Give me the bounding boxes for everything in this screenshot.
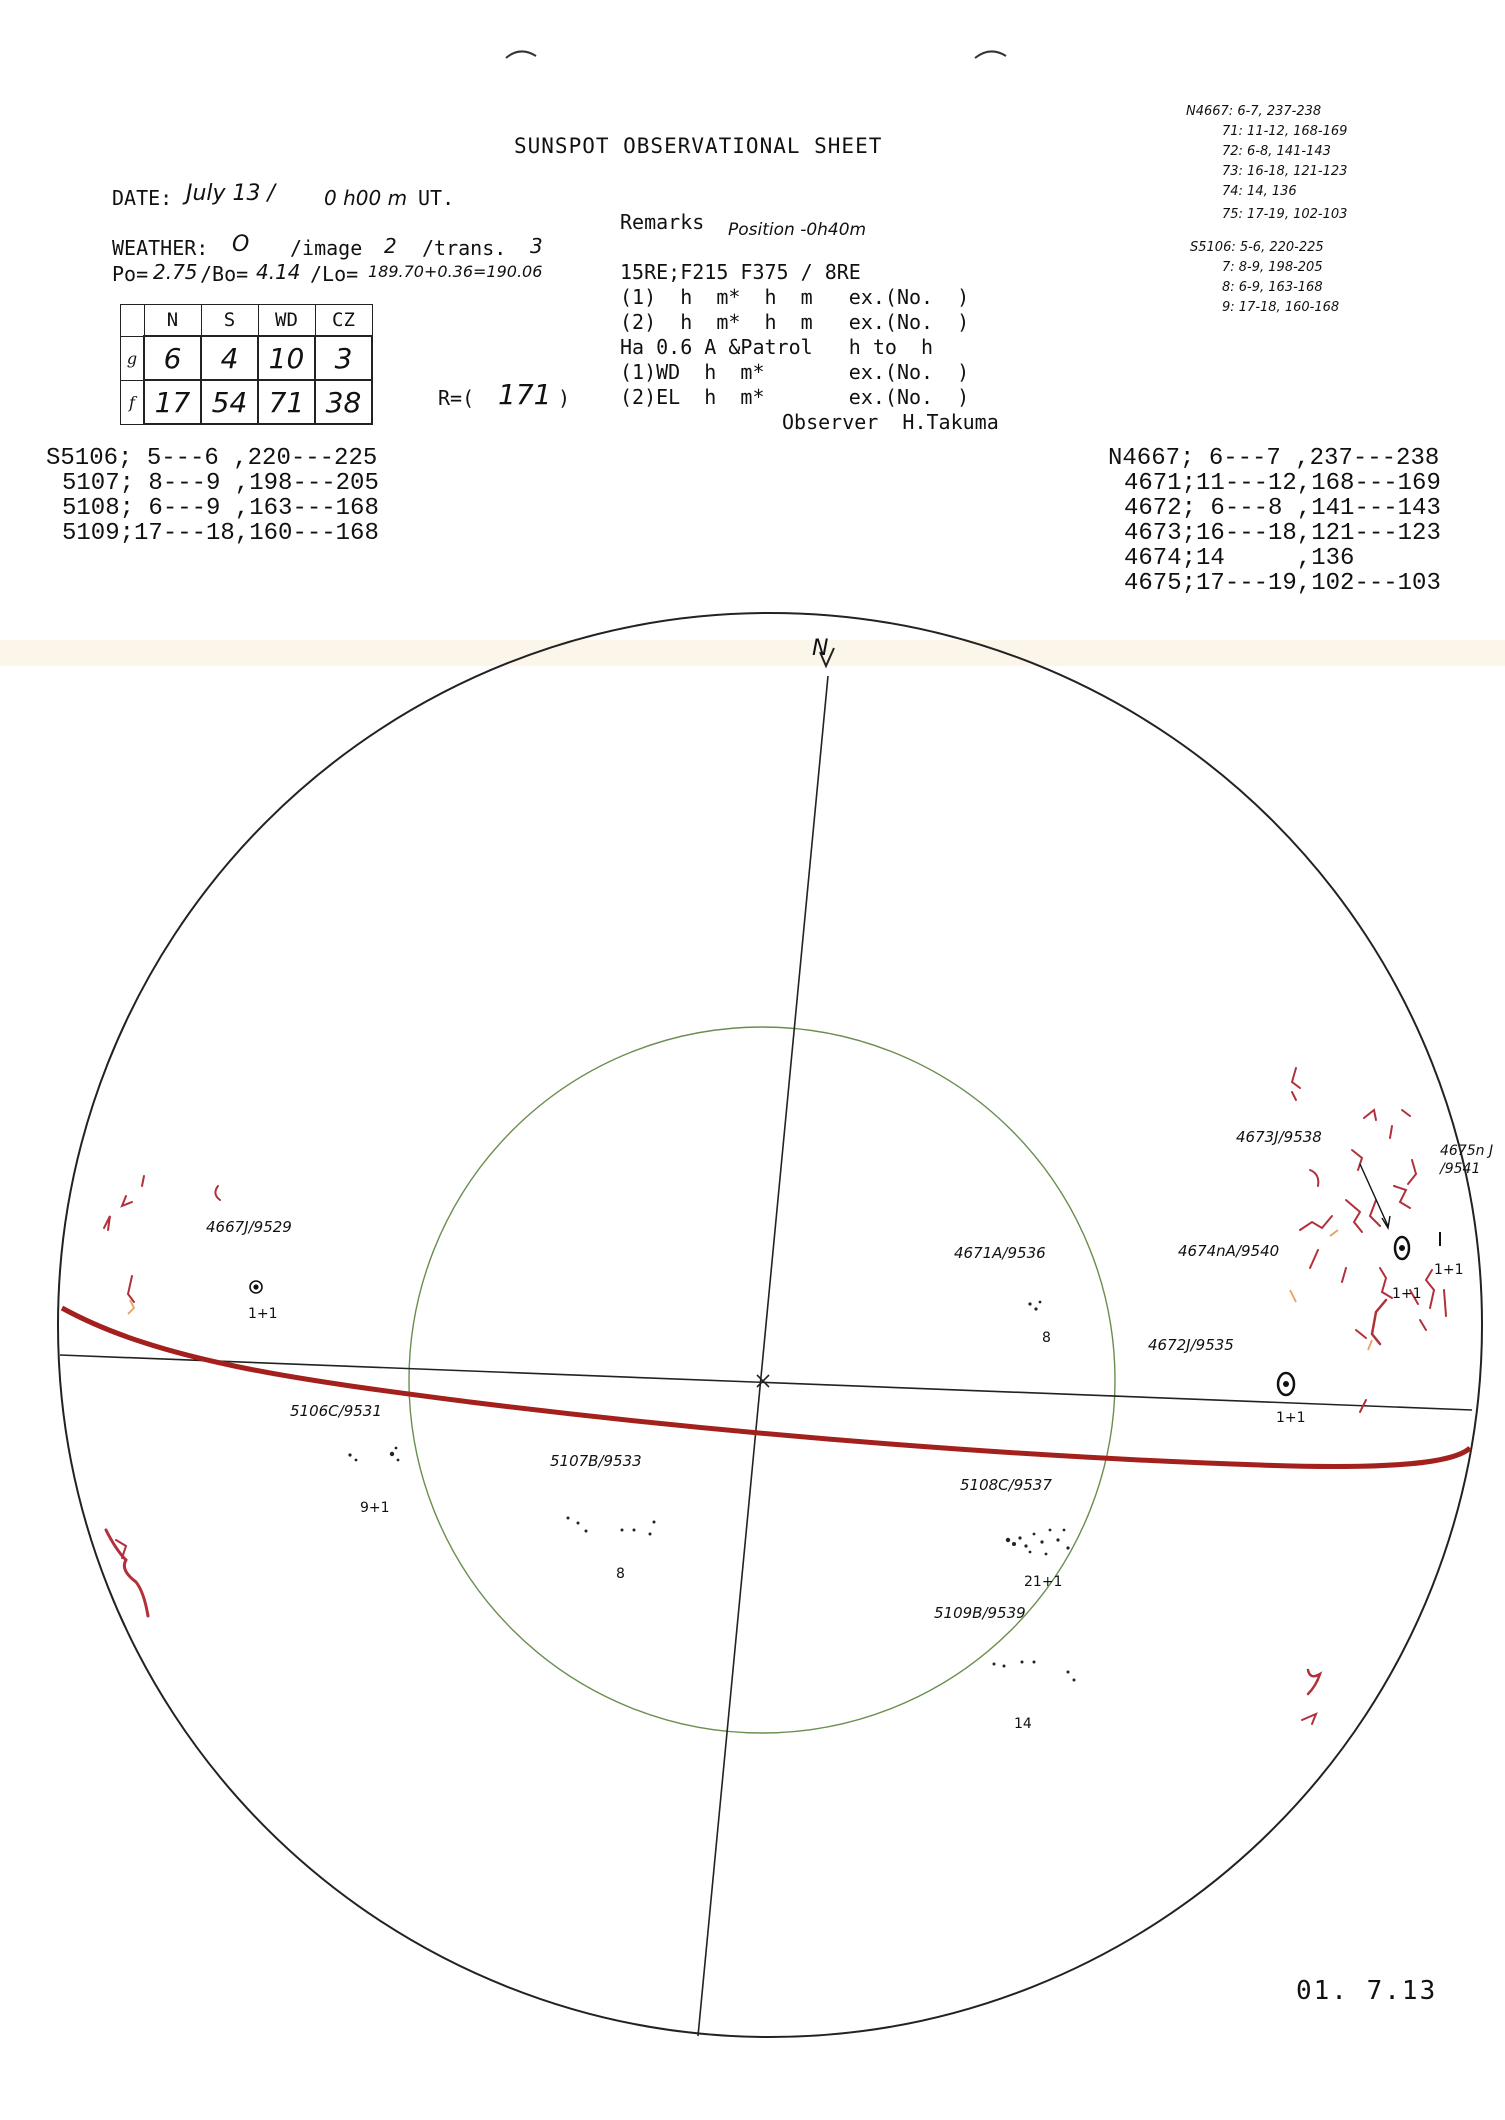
note-5109: 9: 17-18, 160-168 — [1222, 300, 1340, 315]
sheet-title: SUNSPOT OBSERVATIONAL SHEET — [514, 134, 883, 158]
count-4674: 1+1 — [1392, 1286, 1422, 1302]
solar-disk-limb — [58, 613, 1482, 2037]
label-4672: 4672J/9535 — [1148, 1336, 1234, 1354]
count-5106: 9+1 — [360, 1500, 390, 1516]
remarks-line-6: (2)EL h m* ex.(No. ) — [620, 385, 970, 409]
image-label: /image — [290, 236, 363, 260]
remarks-line-3: (2) h m* h m ex.(No. ) — [620, 310, 970, 334]
note-5107: 7: 8-9, 198-205 — [1222, 260, 1323, 275]
bo-label: /Bo= — [200, 262, 249, 286]
remarks-handwritten: Position -0h40m — [728, 220, 867, 240]
binder-mark-left — [506, 51, 536, 58]
g-s: 4 — [201, 336, 258, 380]
north-group-4671: 4671;11---12,168---169 — [1124, 470, 1441, 497]
count-4671: 8 — [1042, 1330, 1051, 1346]
lo-label: /Lo= — [310, 262, 359, 286]
bo-value: 4.14 — [256, 260, 301, 284]
trans-value: 3 — [530, 234, 543, 258]
col-n: N — [144, 305, 201, 337]
label-5107: 5107B/9533 — [550, 1452, 642, 1470]
g-wd: 10 — [258, 336, 315, 380]
label-4671: 4671A/9536 — [954, 1244, 1046, 1262]
south-group-5107: 5107; 8---9 ,198---205 — [62, 470, 379, 497]
remarks-line-1: 15RE;F215 F375 / 8RE — [620, 260, 861, 284]
paper-fold-band — [0, 640, 1505, 666]
trans-label: /trans. — [422, 236, 507, 260]
north-group-4674: 4674;14 ,136 — [1124, 545, 1355, 572]
r-close: ) — [558, 386, 571, 410]
col-cz: CZ — [315, 305, 372, 337]
note-s5106: S5106: 5-6, 220-225 — [1190, 240, 1324, 255]
disk-center-mark — [757, 1375, 769, 1387]
count-5109: 14 — [1014, 1716, 1032, 1732]
south-group-5106: S5106; 5---6 ,220---225 — [46, 445, 378, 472]
remarks-label: Remarks — [620, 210, 705, 234]
remarks-line-5: (1)WD h m* ex.(No. ) — [620, 360, 970, 384]
po-value: 2.75 — [153, 260, 198, 284]
f-s: 54 — [201, 380, 258, 424]
south-group-5109: 5109;17---18,160---168 — [62, 520, 379, 547]
date-value: July 13 / — [186, 181, 275, 206]
note-4674: 74: 14, 136 — [1222, 184, 1297, 199]
weather-value: O — [232, 232, 250, 257]
lo-value: 189.70+0.36=190.06 — [368, 262, 543, 281]
po-label: Po= — [112, 262, 149, 286]
label-5109: 5109B/9539 — [934, 1604, 1026, 1622]
north-group-4675: 4675;17---19,102---103 — [1124, 570, 1441, 597]
north-group-4673: 4673;16---18,121---123 — [1124, 520, 1441, 547]
f-n: 17 — [144, 380, 201, 424]
faculae-group — [104, 1068, 1446, 1724]
image-value: 2 — [384, 234, 397, 258]
col-wd: WD — [258, 305, 315, 337]
group-count-table — [120, 304, 373, 425]
north-mark: N — [812, 636, 829, 661]
count-4667: 1+1 — [248, 1306, 278, 1322]
time-unit: UT. — [418, 186, 455, 210]
count-4673: 1+1 — [1434, 1262, 1464, 1278]
note-4675: 75: 17-19, 102-103 — [1222, 207, 1348, 222]
date-stamp: 01. 7.13 — [1296, 1976, 1438, 2006]
g-n: 6 — [144, 336, 201, 380]
observer-line: Observer H.Takuma — [782, 410, 999, 434]
g-cz: 3 — [315, 336, 372, 380]
r-value: 171 — [498, 378, 552, 411]
col-s: S — [201, 305, 258, 337]
note-4673: 73: 16-18, 121-123 — [1222, 164, 1348, 179]
remarks-line-2: (1) h m* h m ex.(No. ) — [620, 285, 970, 309]
label-5106: 5106C/9531 — [290, 1402, 382, 1420]
label-4674: 4674nA/9540 — [1178, 1242, 1280, 1260]
time-value: 0 h00 m — [324, 186, 408, 210]
polar-axis-line — [698, 676, 828, 2036]
count-5107: 8 — [616, 1566, 625, 1582]
south-group-5108: 5108; 6---9 ,163---168 — [62, 495, 379, 522]
label-5108: 5108C/9537 — [960, 1476, 1052, 1494]
east-west-line — [60, 1355, 1472, 1410]
label-4675: 4675n J /9541 — [1440, 1143, 1494, 1177]
weather-label: WEATHER: — [112, 236, 209, 260]
note-n4667: N4667: 6-7, 237-238 — [1186, 104, 1322, 119]
date-label: DATE: — [112, 186, 173, 210]
spot-symbols — [250, 1237, 1409, 1395]
binder-mark-right — [975, 51, 1006, 58]
row-label-f: f — [121, 380, 145, 424]
count-5108: 21+1 — [1024, 1574, 1063, 1590]
note-5108: 8: 6-9, 163-168 — [1222, 280, 1323, 295]
label-4667: 4667J/9529 — [206, 1218, 292, 1236]
north-group-4667: N4667; 6---7 ,237---238 — [1108, 445, 1440, 472]
label-4673: 4673J/9538 — [1236, 1128, 1322, 1146]
r-label: R=( — [438, 386, 475, 410]
north-group-4672: 4672; 6---8 ,141---143 — [1124, 495, 1441, 522]
f-cz: 38 — [315, 380, 372, 424]
f-wd: 71 — [258, 380, 315, 424]
note-4671: 71: 11-12, 168-169 — [1222, 124, 1348, 139]
count-4672: 1+1 — [1276, 1410, 1306, 1426]
note-4672: 72: 6-8, 141-143 — [1222, 144, 1331, 159]
remarks-line-4: Ha 0.6 A &Patrol h to h — [620, 335, 934, 359]
arrow-4673 — [1360, 1164, 1388, 1226]
row-label-g: g — [121, 336, 145, 380]
